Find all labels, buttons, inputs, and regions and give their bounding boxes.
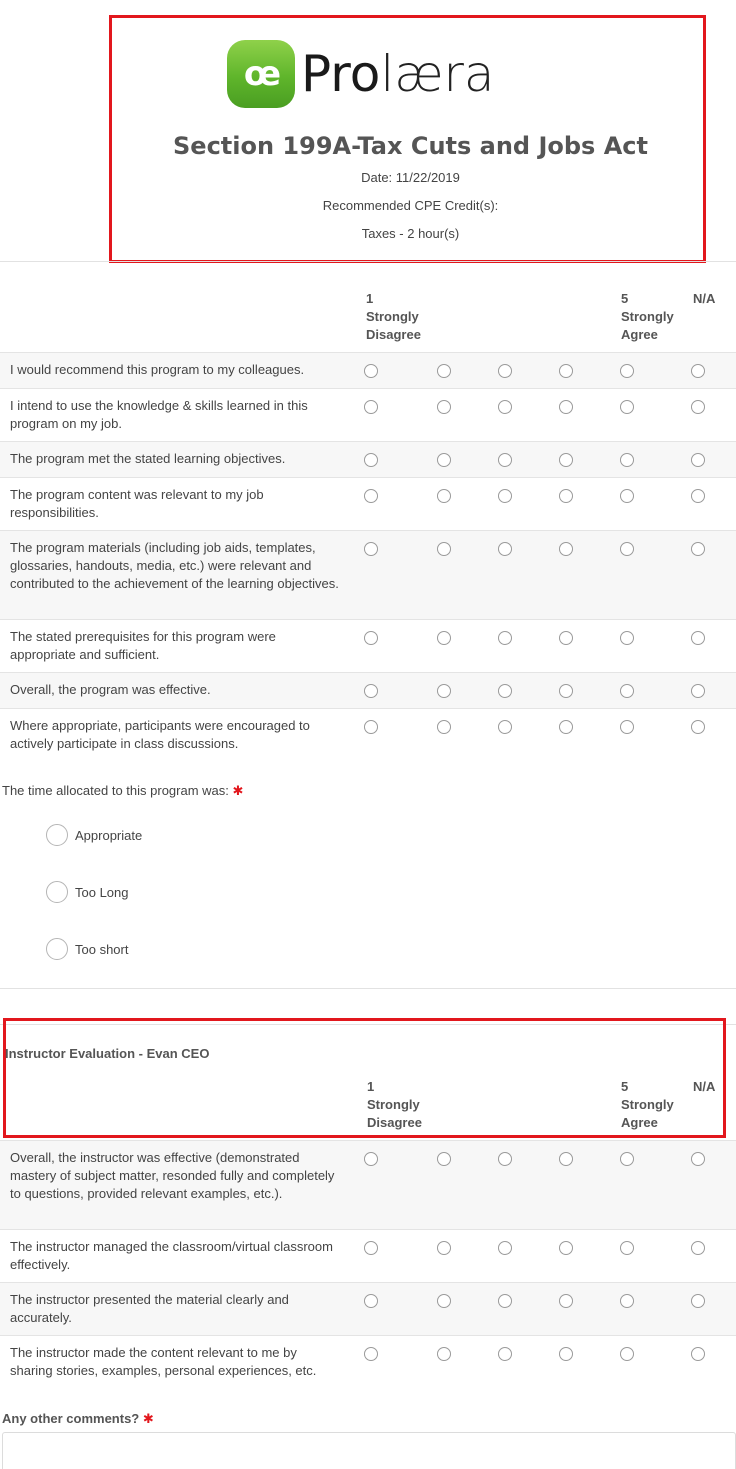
table-row bbox=[0, 1335, 736, 1389]
rating-radio-2[interactable] bbox=[437, 1152, 451, 1166]
rating-radio-2[interactable] bbox=[437, 400, 451, 414]
scale-low-header: 1 Strongly Disagree bbox=[367, 1079, 422, 1130]
rating-radio-2[interactable] bbox=[437, 1294, 451, 1308]
rating-radio-2[interactable] bbox=[437, 364, 451, 378]
rating-radio-3[interactable] bbox=[498, 631, 512, 645]
divider bbox=[0, 261, 736, 262]
rating-radio-3[interactable] bbox=[498, 1241, 512, 1255]
table-row bbox=[0, 708, 736, 762]
table-row bbox=[0, 441, 736, 477]
rating-radio-na[interactable] bbox=[691, 1347, 705, 1361]
table-row bbox=[0, 1282, 736, 1335]
header-highlight-box bbox=[109, 15, 706, 263]
rating-radio-3[interactable] bbox=[498, 1152, 512, 1166]
rating-radio-4[interactable] bbox=[559, 720, 573, 734]
rating-radio-4[interactable] bbox=[559, 684, 573, 698]
rating-radio-1[interactable] bbox=[364, 1347, 378, 1361]
instructor-section-title: Instructor Evaluation - Evan CEO bbox=[5, 1046, 210, 1061]
rating-radio-1[interactable] bbox=[364, 542, 378, 556]
rating-radio-na[interactable] bbox=[691, 684, 705, 698]
question-text: The instructor managed the classroom/virtual classroom effectively. bbox=[10, 1239, 333, 1272]
instructor-highlight-box bbox=[3, 1018, 726, 1138]
rating-radio-3[interactable] bbox=[498, 1347, 512, 1361]
rating-radio-3[interactable] bbox=[498, 684, 512, 698]
rating-radio-1[interactable] bbox=[364, 364, 378, 378]
cpe-value: Taxes - 2 hour(s) bbox=[361, 226, 460, 241]
question-text: Overall, the program was effective. bbox=[10, 682, 211, 697]
rating-radio-3[interactable] bbox=[498, 453, 512, 467]
rating-radio-5[interactable] bbox=[620, 542, 634, 556]
question-text: Overall, the instructor was effective (demonstrated mastery of subject matter, resonded fully and completely to questions, provided relevant examples, etc.). bbox=[10, 1150, 335, 1201]
time-option-too-long[interactable]: Too Long bbox=[46, 881, 129, 903]
rating-radio-4[interactable] bbox=[559, 400, 573, 414]
rating-radio-2[interactable] bbox=[437, 1347, 451, 1361]
rating-radio-3[interactable] bbox=[498, 542, 512, 556]
rating-radio-na[interactable] bbox=[691, 631, 705, 645]
rating-radio-2[interactable] bbox=[437, 453, 451, 467]
table-row bbox=[0, 619, 736, 672]
question-text: The instructor made the content relevant to me by sharing stories, examples, personal experiences, etc. bbox=[10, 1345, 317, 1378]
rating-radio-3[interactable] bbox=[498, 1294, 512, 1308]
question-text: The stated prerequisites for this program were appropriate and sufficient. bbox=[10, 629, 276, 662]
rating-radio-na[interactable] bbox=[691, 1294, 705, 1308]
rating-radio-5[interactable] bbox=[620, 1347, 634, 1361]
scale-high-header: 5 Strongly Agree bbox=[621, 291, 674, 342]
rating-radio-1[interactable] bbox=[364, 1294, 378, 1308]
rating-radio-4[interactable] bbox=[559, 1152, 573, 1166]
rating-radio-3[interactable] bbox=[498, 489, 512, 503]
rating-radio-4[interactable] bbox=[559, 364, 573, 378]
rating-radio-5[interactable] bbox=[620, 684, 634, 698]
question-text: The program materials (including job aids, templates, glossaries, handouts, media, etc.) were relevant and contributed to the achievement of the learning objectives. bbox=[10, 540, 339, 591]
table-row bbox=[0, 352, 736, 388]
scale-na-header: N/A bbox=[693, 1079, 716, 1094]
logo-mark-icon: œ bbox=[227, 40, 295, 108]
rating-radio-na[interactable] bbox=[691, 720, 705, 734]
rating-radio-5[interactable] bbox=[620, 1241, 634, 1255]
rating-radio-2[interactable] bbox=[437, 684, 451, 698]
rating-radio-na[interactable] bbox=[691, 453, 705, 467]
rating-radio-5[interactable] bbox=[620, 364, 634, 378]
comments-textarea[interactable] bbox=[2, 1432, 736, 1469]
rating-radio-1[interactable] bbox=[364, 631, 378, 645]
table-row bbox=[0, 1229, 736, 1282]
rating-radio-5[interactable] bbox=[620, 720, 634, 734]
rating-radio-na[interactable] bbox=[691, 1152, 705, 1166]
rating-radio-na[interactable] bbox=[691, 400, 705, 414]
course-title: Section 199A-Tax Cuts and Jobs Act bbox=[173, 132, 648, 160]
rating-radio-1[interactable] bbox=[364, 1152, 378, 1166]
rating-radio-2[interactable] bbox=[437, 720, 451, 734]
scale-na-header: N/A bbox=[693, 291, 716, 306]
radio-icon[interactable] bbox=[46, 938, 68, 960]
required-icon: ✱ bbox=[142, 1411, 154, 1426]
rating-radio-5[interactable] bbox=[620, 631, 634, 645]
time-option-too-short[interactable]: Too short bbox=[46, 938, 128, 960]
comments-label: Any other comments? ✱ bbox=[2, 1411, 154, 1426]
question-text: The program met the stated learning objectives. bbox=[10, 451, 286, 466]
rating-radio-na[interactable] bbox=[691, 489, 705, 503]
rating-radio-4[interactable] bbox=[559, 1347, 573, 1361]
rating-radio-2[interactable] bbox=[437, 542, 451, 556]
time-question-label: The time allocated to this program was: ✱ bbox=[2, 783, 244, 798]
rating-radio-na[interactable] bbox=[691, 364, 705, 378]
rating-radio-5[interactable] bbox=[620, 1294, 634, 1308]
rating-radio-1[interactable] bbox=[364, 489, 378, 503]
rating-radio-na[interactable] bbox=[691, 542, 705, 556]
table-row bbox=[0, 388, 736, 441]
rating-radio-3[interactable] bbox=[498, 400, 512, 414]
rating-radio-1[interactable] bbox=[364, 1241, 378, 1255]
rating-radio-4[interactable] bbox=[559, 1241, 573, 1255]
rating-radio-3[interactable] bbox=[498, 364, 512, 378]
rating-radio-1[interactable] bbox=[364, 720, 378, 734]
table-row bbox=[0, 672, 736, 708]
rating-radio-1[interactable] bbox=[364, 453, 378, 467]
rating-radio-5[interactable] bbox=[620, 453, 634, 467]
radio-icon[interactable] bbox=[46, 824, 68, 846]
rating-radio-4[interactable] bbox=[559, 489, 573, 503]
rating-radio-4[interactable] bbox=[559, 542, 573, 556]
rating-radio-4[interactable] bbox=[559, 453, 573, 467]
rating-radio-2[interactable] bbox=[437, 489, 451, 503]
question-text: I would recommend this program to my colleagues. bbox=[10, 362, 305, 377]
table-row bbox=[0, 477, 736, 530]
rating-radio-5[interactable] bbox=[620, 400, 634, 414]
rating-radio-1[interactable] bbox=[364, 684, 378, 698]
course-date: Date: 11/22/2019 bbox=[361, 170, 460, 185]
question-text: I intend to use the knowledge & skills learned in this program on my job. bbox=[10, 398, 308, 431]
rating-radio-na[interactable] bbox=[691, 1241, 705, 1255]
rating-radio-4[interactable] bbox=[559, 1294, 573, 1308]
radio-icon[interactable] bbox=[46, 881, 68, 903]
table-row bbox=[0, 1140, 736, 1229]
rating-radio-1[interactable] bbox=[364, 400, 378, 414]
rating-radio-2[interactable] bbox=[437, 631, 451, 645]
table-row bbox=[0, 530, 736, 619]
required-icon: ✱ bbox=[232, 783, 244, 798]
question-text: The program content was relevant to my job responsibilities. bbox=[10, 487, 264, 520]
prolaera-logo bbox=[227, 40, 495, 108]
rating-radio-2[interactable] bbox=[437, 1241, 451, 1255]
divider bbox=[0, 988, 736, 989]
rating-radio-3[interactable] bbox=[498, 720, 512, 734]
logo-wordmark: Prolæra bbox=[301, 45, 495, 103]
time-option-appropriate[interactable]: Appropriate bbox=[46, 824, 142, 846]
question-text: Where appropriate, participants were encouraged to actively participate in class discussions. bbox=[10, 718, 310, 751]
cpe-label: Recommended CPE Credit(s): bbox=[322, 198, 499, 213]
rating-radio-4[interactable] bbox=[559, 631, 573, 645]
scale-low-header: 1 Strongly Disagree bbox=[366, 291, 421, 342]
question-text: The instructor presented the material clearly and accurately. bbox=[10, 1292, 289, 1325]
scale-high-header: 5 Strongly Agree bbox=[621, 1079, 674, 1130]
rating-radio-5[interactable] bbox=[620, 1152, 634, 1166]
rating-radio-5[interactable] bbox=[620, 489, 634, 503]
